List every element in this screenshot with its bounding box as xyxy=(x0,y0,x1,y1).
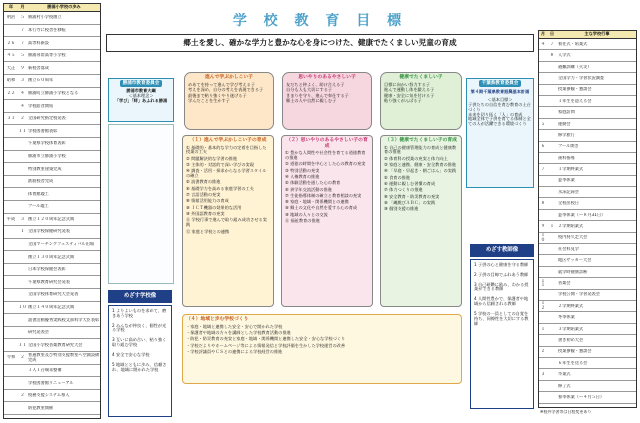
table-cell: ６ xyxy=(540,144,546,149)
table-cell: ８ xyxy=(549,53,555,58)
table-cell: 鉄筋校舎完成 xyxy=(28,179,54,184)
table-cell: ２ xyxy=(540,349,546,354)
table-cell: ７ xyxy=(20,27,25,32)
table-row xyxy=(539,187,636,198)
table-cell: 防犯教室開催 xyxy=(28,405,54,410)
goal-item: 健康・安全に気を付ける子 xyxy=(384,92,435,98)
ideal-school-list xyxy=(108,305,172,417)
table-cell: 創立６０周年 xyxy=(28,78,54,83)
table-cell: 音楽会 xyxy=(558,280,571,285)
table-cell: 本行寺に校舎を移転 xyxy=(28,27,66,32)
table-cell: ５ xyxy=(20,53,25,58)
table-cell: 読書活動優秀実践校文部科学大臣表彰 xyxy=(28,317,100,322)
list-item: ⑥ 基礎学力を高める家庭学習の工夫 xyxy=(186,185,254,191)
table-cell: 体育館竣工 xyxy=(28,191,49,196)
goal-item: 学んだことを生かす子 xyxy=(188,98,230,104)
table-row xyxy=(539,153,636,164)
table-cell: １１ xyxy=(540,278,546,288)
table-cell: 勝浦町立勝浦小学校となる xyxy=(28,90,79,95)
table-cell: ２学期終業式 xyxy=(558,303,584,308)
table-cell: １１ xyxy=(18,342,27,347)
table-cell: ６年生を送る会 xyxy=(558,360,588,365)
table-cell: 校務支援システム導入 xyxy=(28,393,70,398)
list-item: 5 地域とともに歩み、信頼され、地域に開かれた学校 xyxy=(112,361,167,372)
list-item: 2 みんなが仲良く、個性が光る学校 xyxy=(112,322,167,333)
table-cell: ４ xyxy=(540,41,546,46)
table-cell: ３ xyxy=(20,78,25,83)
events-table-header xyxy=(539,31,636,39)
table-row xyxy=(539,142,636,153)
table-cell: ２６ xyxy=(6,40,16,45)
table-cell: ２２ xyxy=(6,90,16,95)
table-row xyxy=(539,233,636,244)
list-item: 2 子供の目線でふれあう教師 xyxy=(474,271,529,277)
table-cell: ７ xyxy=(549,41,555,46)
detail-box-smart xyxy=(182,135,274,307)
table-row xyxy=(4,264,100,277)
list-item: ・防犯・防災教育の充実と家庭・地域・関係機関と連携した安全・安心な学校づくり xyxy=(186,336,346,342)
list-item: ⑩ 外国語教育の充実 xyxy=(186,211,225,217)
table-row xyxy=(539,267,636,278)
table-row xyxy=(4,239,100,252)
table-cell: 書き初め大会 xyxy=(558,337,584,342)
list-item: ④ 人権教育の推進 xyxy=(285,173,320,179)
table-cell: ７ xyxy=(540,167,546,172)
table-cell: 着任式・始業式 xyxy=(558,41,588,46)
list-item: ⑨ 「縄跳びＡＢＣ」の実践 xyxy=(384,199,436,205)
table-cell: 全校出校日 xyxy=(558,201,579,206)
table-row xyxy=(4,339,100,352)
history-table-body xyxy=(4,12,100,415)
table-row xyxy=(4,138,100,151)
table-cell: １年生を迎える会 xyxy=(558,98,592,103)
table-row xyxy=(4,302,100,315)
detail-box-healthy xyxy=(380,135,462,307)
prefecture-goal-label: ＜基本目標＞ xyxy=(487,97,513,103)
list-item: ⑧ 家庭・地域・関係機関との連携 xyxy=(285,199,349,205)
table-row xyxy=(539,50,636,61)
history-table-header xyxy=(4,4,100,12)
goal-title-smart: 進んで学ぶかしこい子 xyxy=(205,75,253,80)
table-row xyxy=(4,327,100,340)
table-row xyxy=(539,369,636,380)
table-row xyxy=(539,278,636,289)
city-policy-line-2: ＜基本理念＞ xyxy=(128,93,154,99)
table-cell: ３ xyxy=(20,216,25,221)
list-item: ・家庭・地域と連携した安全・安心で開かれた学校 xyxy=(186,323,283,329)
table-row xyxy=(4,125,100,138)
table-row xyxy=(539,130,636,141)
table-cell: ９ xyxy=(20,65,25,70)
table-cell: 全国学力・学習状況調査 xyxy=(558,75,605,80)
goal-box-kind xyxy=(282,72,372,130)
goal-title-kind: 思いやりのあるやさしい子 xyxy=(298,75,356,80)
table-row xyxy=(4,75,100,88)
table-row xyxy=(539,164,636,175)
table-cell: 運動会 xyxy=(558,121,571,126)
table-cell: 普通教室及び特別支援教室へ空調設備完成 xyxy=(28,353,100,362)
goal-item: 友だちと仲よく、助け合える子 xyxy=(286,81,345,87)
table-cell: ９ xyxy=(540,224,546,229)
table-cell: 千葉県教育研究会発表 xyxy=(28,279,70,284)
table-cell: ２ xyxy=(20,355,25,360)
list-item: ⑨ 郷土の文化や自然を愛する心の育成 xyxy=(285,205,358,211)
table-cell: 高等科新設 xyxy=(28,40,49,45)
table-cell: １ xyxy=(540,326,546,331)
list-item: ③ 特別活動の充実 xyxy=(285,167,320,173)
list-item: ・学校評議員やＣＳとの連携による学校経営の推進 xyxy=(186,348,283,354)
city-policy-line-1: 勝浦市教育大綱 xyxy=(126,88,156,94)
table-cell: 授業参観・懇談会 xyxy=(558,349,592,354)
table-row xyxy=(539,290,636,301)
table-cell: 大正 xyxy=(6,65,16,70)
city-policy-note xyxy=(108,124,174,284)
list-item: ⑦ 生徒指導体制の確立と教育相談の充実 xyxy=(285,192,362,198)
list-item: ⑥ 運動に親しむ習慣の育成 xyxy=(384,180,436,186)
table-cell: 地区サッカー大会 xyxy=(558,258,592,263)
history-table xyxy=(3,3,101,419)
goal-item: 粘り強くがんばる子 xyxy=(384,98,422,104)
table-row xyxy=(4,289,100,302)
list-item: ⑩ 個別支援の推進 xyxy=(384,206,419,212)
list-item: ⑤ 読書教育の推進 xyxy=(186,179,221,185)
community-list xyxy=(186,325,458,355)
goal-item: 進んで運動し体を鍛える子 xyxy=(384,87,435,93)
table-cell: １１ xyxy=(18,128,27,133)
goal-box-smart xyxy=(184,72,274,130)
table-cell: 入学式 xyxy=(558,53,571,58)
list-item: ② 問題解決的な学習の推進 xyxy=(186,155,238,161)
list-item: ⑥ 異学年交流活動の推進 xyxy=(285,186,332,192)
list-item: 1 子供の心と健康を守る教師 xyxy=(474,262,529,267)
table-cell: 新校舎落成 xyxy=(28,65,49,70)
table-row xyxy=(4,88,100,101)
table-row xyxy=(4,176,100,189)
table-cell: 平成 xyxy=(6,216,16,221)
table-cell: 学校図書館リニューアル xyxy=(28,380,74,385)
table-row xyxy=(539,210,636,221)
table-row xyxy=(4,100,100,113)
prefecture-goal-2: 未来を切り拓く「人」の育成 xyxy=(468,111,523,117)
table-cell: １人１台端末整備 xyxy=(28,368,62,372)
events-table xyxy=(538,30,637,408)
table-cell: 就学時健康診断 xyxy=(558,269,588,274)
table-cell: 校内持久走大会 xyxy=(558,235,588,240)
city-policy-box xyxy=(108,78,174,122)
events-header-day: 日 xyxy=(549,31,555,37)
list-item: 1 よりよいものを求めて、磨きあう学校 xyxy=(112,308,167,318)
table-cell: １ xyxy=(549,224,555,229)
table-cell: 創立１２０周年記念式典 xyxy=(28,216,75,221)
prefecture-goal-1: 子供たちの自信を育む教育の土台づくり xyxy=(468,101,531,112)
history-header-year: 年 xyxy=(8,4,14,10)
table-cell: 創立１４０周年記念式典 xyxy=(28,305,75,310)
table-row xyxy=(4,365,100,378)
list-item: ⑦ 体力つくりの推進 xyxy=(384,187,423,193)
list-item: ⑤ 食育の推進 xyxy=(384,174,411,180)
table-cell: 学校図書館表彰 xyxy=(28,128,58,133)
goal-item: 考えを深め、自分の考えを表現できる子 xyxy=(188,87,264,93)
list-item: ① 基礎的・基本的な学力の定着を目指した授業の工夫 xyxy=(186,144,267,155)
table-cell: １学期終業式 xyxy=(558,167,584,172)
table-cell: 卒業式 xyxy=(558,372,571,377)
table-row xyxy=(4,390,100,403)
table-row xyxy=(4,226,100,239)
goal-item: 郷土の人や自然に親しむ子 xyxy=(286,98,337,104)
ideal-teacher-list xyxy=(470,259,534,409)
events-header-month: 月 xyxy=(540,31,546,37)
list-item: ③ 主体的・対話的で深い学びの実現 xyxy=(186,162,254,167)
table-row xyxy=(539,107,636,118)
table-cell: 千葉県学校体育表彰 xyxy=(28,141,66,146)
table-row xyxy=(4,377,100,390)
table-row xyxy=(4,276,100,289)
table-row xyxy=(539,255,636,266)
list-item: ⑪ 福祉教育の推進 xyxy=(285,218,320,224)
list-item: ⑩ 地域の人々との交流 xyxy=(285,211,328,217)
community-title: （４）地域と歩む学校づくり xyxy=(186,317,249,322)
detail-list-smart xyxy=(186,146,270,235)
list-item: ⑦ 言語活動の充実 xyxy=(186,192,221,198)
detail-list-kind xyxy=(285,151,369,224)
table-cell: ５ xyxy=(540,121,546,126)
table-row xyxy=(539,39,636,50)
table-row xyxy=(4,251,100,264)
city-policy-title: 勝浦市教育委員会 xyxy=(120,80,163,87)
table-cell: ５ xyxy=(20,15,25,20)
table-cell: 特別教室建築完成 xyxy=(28,166,62,171)
table-cell: 勝浦村小学校創立 xyxy=(28,15,62,20)
table-cell: １ xyxy=(20,229,25,234)
prefecture-plan-name: 第４期千葉県教育振興基本計画 xyxy=(470,89,530,95)
table-cell: 避難訓練（火災） xyxy=(558,64,592,69)
list-item: ・保護者や地域の方々を講師とした学校教育活動の推進 xyxy=(186,329,291,335)
table-row xyxy=(4,314,100,327)
table-row xyxy=(539,198,636,209)
table-cell: 夏季休業 xyxy=(558,178,575,183)
table-cell: 創立１３０周年記念式典 xyxy=(28,254,75,259)
table-row xyxy=(4,402,100,415)
list-item: ① 自己の健康管理能力の育成と健康教育の推進 xyxy=(384,144,457,155)
table-row xyxy=(539,221,636,232)
table-row xyxy=(4,188,100,201)
table-cell: 全国研究指定校発表 xyxy=(28,116,66,121)
prefecture-policy-title: 千葉県教育委員会 xyxy=(479,80,522,87)
detail-title-kind: （２）思いやりのあるやさしい子の育成 xyxy=(286,138,368,149)
table-cell: ８ xyxy=(540,201,546,206)
table-row xyxy=(539,392,636,403)
history-header-event: 勝浦小学校の歩み xyxy=(47,4,81,10)
goal-item: 目標に向かい努力する子 xyxy=(384,81,431,87)
table-cell: 修了式 xyxy=(558,383,571,388)
table-row xyxy=(4,62,100,75)
table-cell: １０ xyxy=(540,233,546,242)
list-item: ② 道徳の時間を中心とした心の教育の充実 xyxy=(285,161,366,167)
table-cell: 水泳記録会 xyxy=(558,189,579,194)
table-cell: 学校公開・学習発表会 xyxy=(558,292,600,297)
table-cell: 日本学校保健会表彰 xyxy=(28,267,66,272)
goal-item: きまりを守り、進んで奉仕する子 xyxy=(286,92,349,98)
table-row xyxy=(4,113,100,126)
events-table-body xyxy=(539,39,636,404)
table-cell: 全国マーチングフェスティバル出場 xyxy=(28,242,95,247)
table-cell: 勝浦尋常高等小学校 xyxy=(28,53,66,58)
table-cell: 全国学校体育研究大会発表 xyxy=(28,292,79,297)
table-row xyxy=(539,244,636,255)
table-cell: ２ xyxy=(20,116,25,121)
table-row xyxy=(4,163,100,176)
table-cell: 令和 xyxy=(6,355,16,360)
list-item: ④ 「早寝・早起き・朝ごはん」の実践 xyxy=(384,168,457,174)
table-cell: １２ xyxy=(540,301,546,311)
list-item: ⑪ 学校行事で進んで取り組み成功させる実践 xyxy=(186,217,267,228)
prefecture-policy-box xyxy=(466,78,534,188)
table-cell: ３学期始業式 xyxy=(558,326,584,331)
goal-item: 自分も人も大切にする子 xyxy=(286,87,333,93)
prefecture-goal-3: 地域全体で子供を育てる体制と全ての人が活躍できる環境づくり xyxy=(468,116,531,127)
community-box xyxy=(182,314,462,384)
list-item: ⑧ 情報活用能力の育成 xyxy=(186,198,229,204)
table-row xyxy=(539,358,636,369)
table-row xyxy=(539,119,636,130)
table-cell: ４５ xyxy=(6,53,16,58)
table-row xyxy=(4,50,100,63)
list-item: 5 学校の一員としての自覚を持ち、同僚性を大切にする教師 xyxy=(474,310,529,326)
list-item: ② 体育科の授業の充実と体力向上 xyxy=(384,155,448,161)
table-cell: 社会科見学 xyxy=(558,246,579,251)
table-row xyxy=(4,25,100,38)
ideal-teacher-heading: めざす教師像 xyxy=(470,244,534,257)
table-cell: 授業参観・懇談会 xyxy=(558,87,592,92)
list-item: ④ 調査・活用・探求からなる学習スタイルの確立 xyxy=(186,168,267,179)
table-row xyxy=(4,214,100,227)
table-row xyxy=(539,85,636,96)
table-cell: 昭和 xyxy=(6,78,16,83)
table-row xyxy=(4,201,100,214)
table-row xyxy=(539,347,636,358)
detail-title-healthy: （３）健康でたくましい子の育成 xyxy=(385,138,457,143)
table-cell: ３ xyxy=(540,372,546,377)
table-row xyxy=(4,37,100,50)
table-cell: プール開き xyxy=(558,144,579,149)
list-item: ③ 家庭と連携、健康・安全教育の推進 xyxy=(384,162,457,167)
list-item: ⑧ 安全教育・防災教育の充実 xyxy=(384,193,440,199)
list-item: ⑨ ＩＣＴ機器の効果的な活用 xyxy=(186,204,242,210)
table-row xyxy=(539,312,636,323)
table-row xyxy=(539,62,636,73)
table-cell: 勝浦市立勝浦小学校 xyxy=(28,153,66,158)
table-cell: 夏季休業（～８月31日） xyxy=(558,212,606,217)
list-item: 4 安全で安心な学校 xyxy=(112,351,150,357)
list-item: 3 自己研鑽に励み、わかる授業ができる教師 xyxy=(474,281,529,292)
table-row xyxy=(539,176,636,187)
goal-item: 最後まで粘り強くやり遂げる子 xyxy=(188,92,247,98)
table-cell: 明治 xyxy=(6,15,16,20)
table-cell: プール竣工 xyxy=(28,204,49,209)
table-cell: ７ xyxy=(20,40,25,45)
table-cell: 修学旅行 xyxy=(558,132,575,137)
table-row xyxy=(539,73,636,84)
table-cell: 春季休業（～４月５日） xyxy=(558,394,605,399)
table-cell: 家庭訪問 xyxy=(558,110,575,115)
history-header-month: 月 xyxy=(20,4,25,10)
school-goal-banner: 郷土を愛し、確かな学力と豊かな心を身につけた、健康でたくましい児童の育成 xyxy=(106,34,534,52)
table-row xyxy=(539,301,636,312)
table-cell: ３１ xyxy=(6,116,16,121)
goal-item: めあてを持って進んで学び考える子 xyxy=(188,81,256,87)
detail-title-smart: （１）進んで学ぶかしこい子の育成 xyxy=(189,138,267,143)
list-item: 3 互いに高め合い、粘り強く取り組む学校 xyxy=(112,337,167,348)
goal-title-healthy: 健康でたくましい子 xyxy=(399,75,443,80)
detail-box-kind xyxy=(281,135,373,307)
table-cell: １０ xyxy=(18,305,27,310)
list-item: ⑫ 家庭と学校との連携 xyxy=(186,228,230,234)
table-row xyxy=(4,352,100,365)
table-cell: 全国小学校音楽教育研究大会 xyxy=(28,342,83,347)
table-cell: ４ xyxy=(20,90,25,95)
table-row xyxy=(539,335,636,346)
events-footnote: ※校外学習等は日程変更あり xyxy=(540,410,592,414)
city-policy-line-3: 「学び」「絆」あふれる勝浦 xyxy=(114,97,168,103)
table-cell: 学校給食開始 xyxy=(28,103,54,108)
ideal-school-heading: めざす学校像 xyxy=(108,290,172,303)
list-item: ① 豊かな人間性や社会性を育てる道徳教育の推進 xyxy=(285,150,366,160)
table-row xyxy=(539,381,636,392)
page-title: 学 校 教 育 目 標 xyxy=(232,13,408,29)
goal-box-healthy xyxy=(380,72,462,130)
list-item: ・学校だよりやホームページ等による情報発信と学校評価を生かした学校運営の改善 xyxy=(186,342,346,348)
table-cell: 研究発表会 xyxy=(28,330,49,335)
list-item: 4 人間性豊かで、保護者や地域から信頼される教師 xyxy=(474,296,529,307)
table-cell: 全国学校保健研究発表 xyxy=(28,229,70,234)
table-cell: 歯科指導 xyxy=(558,155,575,160)
table-row xyxy=(4,151,100,164)
detail-list-healthy xyxy=(384,146,458,213)
table-cell: ２ xyxy=(20,393,25,398)
table-row xyxy=(539,324,636,335)
table-row xyxy=(539,96,636,107)
table-cell: ４ xyxy=(20,103,25,108)
list-item: ⑤ 体験活動を通した心の教育 xyxy=(285,180,341,186)
events-header-event: 主な学校行事 xyxy=(584,31,610,37)
table-cell: ２学期始業式 xyxy=(558,224,584,229)
table-row xyxy=(4,12,100,25)
table-cell: 冬季休業 xyxy=(558,315,575,320)
